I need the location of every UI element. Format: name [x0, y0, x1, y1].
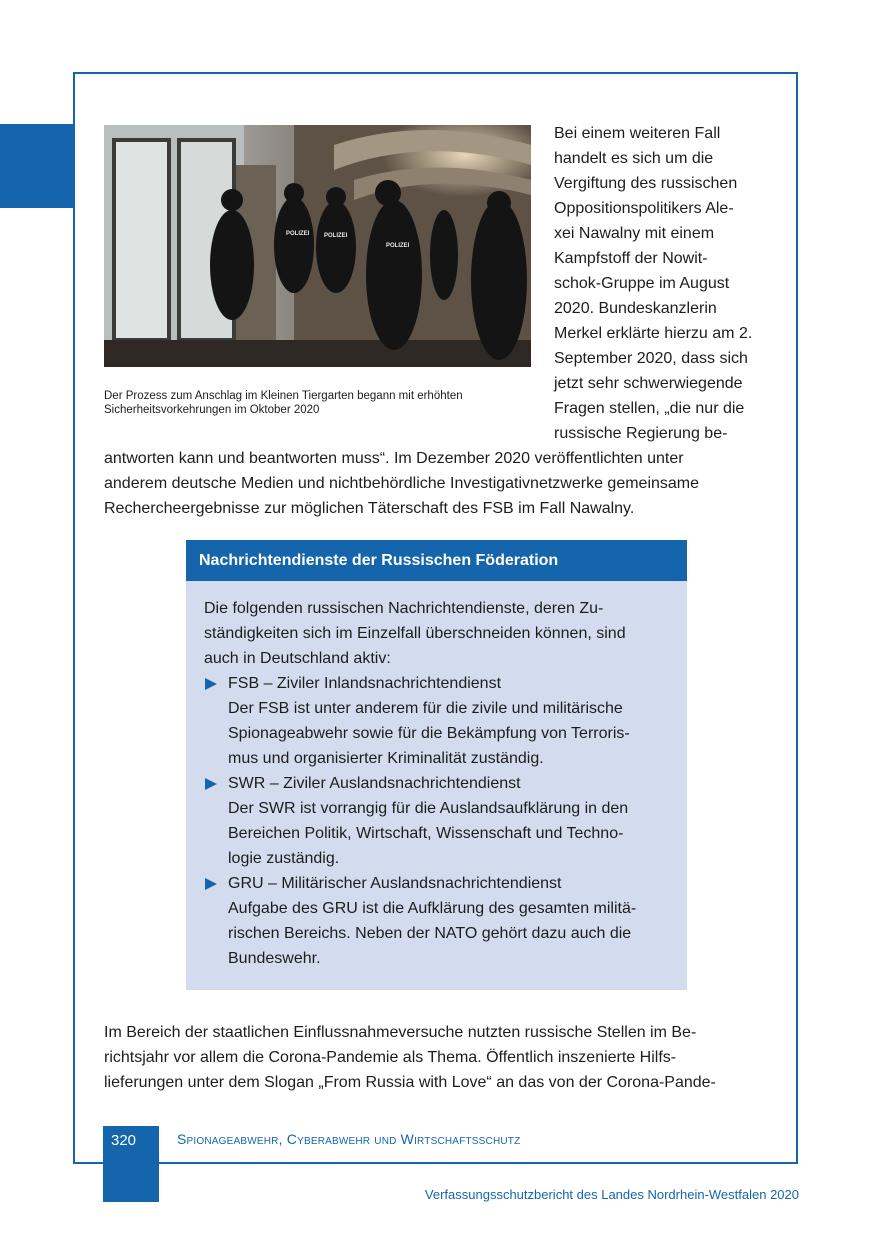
- svg-text:POLIZEI: POLIZEI: [386, 243, 410, 249]
- police-photo: [104, 125, 531, 367]
- body-paragraph-continuation: [104, 446, 784, 521]
- text-line: richtsjahr vor allem die Corona-Pandemie als Thema. Öffentlich inszenierte Hilfs-: [104, 1049, 677, 1066]
- text-line: Fragen stellen, „die nur die: [554, 400, 745, 417]
- info-box-title: Nachrichtendienste der Russischen Föderation: [186, 540, 687, 581]
- text-line: 2020. Bundeskanzlerin: [554, 300, 717, 317]
- list-item-heading: SWR – Ziviler Auslandsnachrichtendienst: [228, 775, 521, 792]
- list-item-text: Spionageabwehr sowie für die Bekämpfung von Terroris-: [228, 725, 630, 742]
- side-column-text: [554, 121, 779, 446]
- body-paragraph-bottom: [104, 1020, 784, 1095]
- photo-illustration: [104, 125, 531, 367]
- side-tab-marker: [0, 124, 73, 208]
- list-item-heading: GRU – Militärischer Auslandsnachrichtendienst: [228, 875, 562, 892]
- list-item-text: Bundeswehr.: [228, 950, 321, 967]
- intro-line: Die folgenden russischen Nachrichtendienste, deren Zu-: [204, 600, 604, 617]
- text-line: Rechercheergebnisse zur möglichen Täterschaft des FSB im Fall Nawalny.: [104, 500, 635, 517]
- list-item-text: Der SWR ist vorrangig für die Auslandsaufklärung in den: [228, 800, 629, 817]
- list-item-text: Aufgabe des GRU ist die Aufklärung des gesamten militä-: [228, 900, 637, 917]
- list-item-text: logie zuständig.: [228, 850, 340, 867]
- caption-line: Sicherheitsvorkehrungen im Oktober 2020: [104, 404, 320, 416]
- info-box-body: [204, 596, 674, 971]
- text-line: russische Regierung be-: [554, 425, 728, 442]
- report-footer: Verfassungsschutzbericht des Landes Nordrhein-Westfalen 2020: [424, 1187, 799, 1202]
- text-line: schok-Gruppe im August: [554, 275, 730, 292]
- text-line: Bei einem weiteren Fall: [554, 125, 721, 142]
- list-item-text: mus und organisierter Kriminalität zuständig.: [228, 750, 544, 767]
- intro-line: auch in Deutschland aktiv:: [204, 650, 391, 667]
- svg-text:POLIZEI: POLIZEI: [286, 231, 310, 237]
- triangle-bullet-icon: [205, 678, 217, 690]
- text-line: lieferungen unter dem Slogan „From Russia with Love“ an das von der Corona-Pande-: [104, 1074, 716, 1091]
- list-item-text: Bereichen Politik, Wirtschaft, Wissenschaft und Techno-: [228, 825, 624, 842]
- text-line: handelt es sich um die: [554, 150, 714, 167]
- list-item-gru: [204, 871, 674, 896]
- triangle-bullet-icon: [205, 878, 217, 890]
- list-item-swr: [204, 771, 674, 796]
- text-line: Merkel erklärte hierzu am 2.: [554, 325, 753, 342]
- list-item-text: rischen Bereichs. Neben der NATO gehört dazu auch die: [228, 925, 632, 942]
- list-item-fsb: [204, 671, 674, 696]
- caption-line: Der Prozess zum Anschlag im Kleinen Tiergarten begann mit erhöhten: [104, 390, 463, 402]
- text-line: Kampfstoff der Nowit-: [554, 250, 708, 267]
- text-line: Oppositionspolitikers Ale-: [554, 200, 734, 217]
- text-line: antworten kann und beantworten muss“. Im Dezember 2020 veröffentlichten unter: [104, 450, 684, 467]
- svg-text:POLIZEI: POLIZEI: [324, 233, 348, 239]
- text-line: anderem deutsche Medien und nichtbehördliche Investigativnetzwerke gemeinsame: [104, 475, 700, 492]
- text-line: Vergiftung des russischen: [554, 175, 738, 192]
- triangle-bullet-icon: [205, 778, 217, 790]
- chapter-title: Spionageabwehr, Cyberabwehr und Wirtschaftsschutz: [177, 1131, 521, 1147]
- list-item-text: Der FSB ist unter anderem für die zivile und militärische: [228, 700, 623, 717]
- text-line: September 2020, dass sich: [554, 350, 748, 367]
- list-item-heading: FSB – Ziviler Inlandsnachrichtendienst: [228, 675, 502, 692]
- page-number: 320: [111, 1132, 137, 1149]
- photo-caption: [104, 389, 534, 417]
- text-line: jetzt sehr schwerwiegende: [554, 375, 743, 392]
- intro-line: ständigkeiten sich im Einzelfall überschneiden können, sind: [204, 625, 626, 642]
- text-line: Im Bereich der staatlichen Einflussnahmeversuche nutzten russische Stellen im Be-: [104, 1024, 697, 1041]
- info-box: [186, 540, 687, 990]
- text-line: xei Nawalny mit einem: [554, 225, 715, 242]
